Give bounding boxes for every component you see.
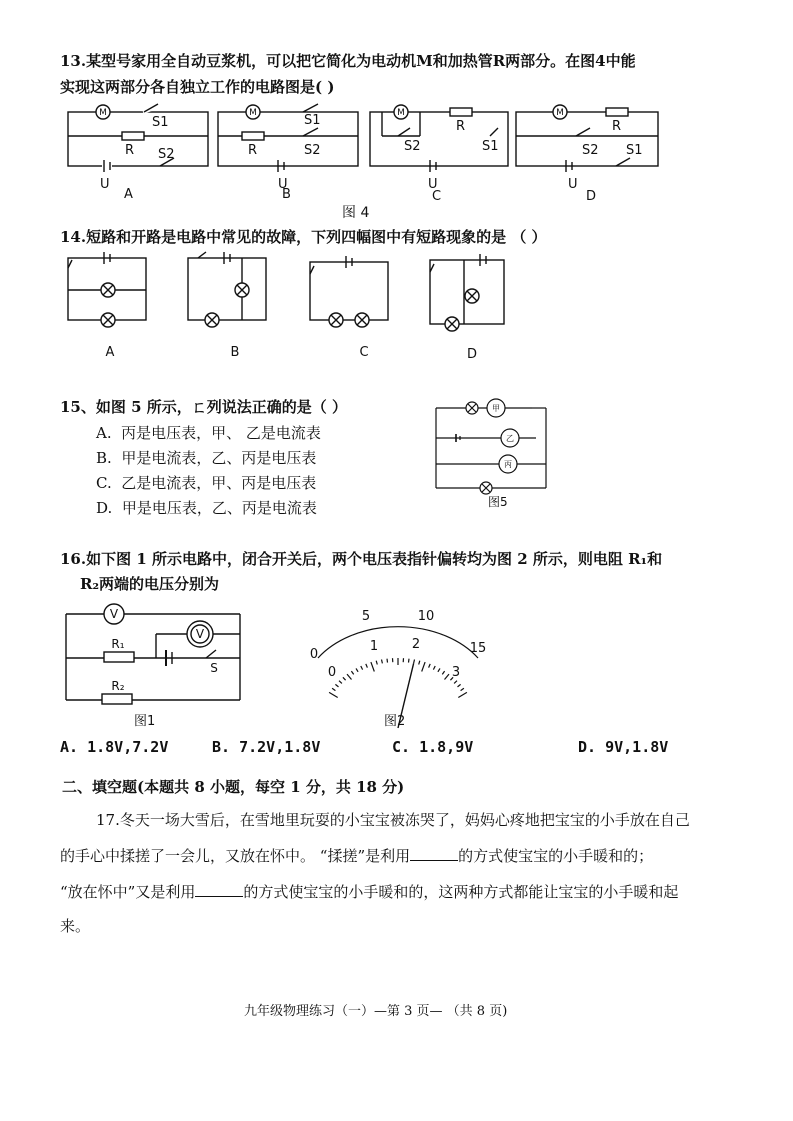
fig5-caption: 图5	[488, 495, 508, 509]
q16-option-b: B. 7.2V,1.8V	[212, 738, 321, 756]
dial-inner-3: 3	[451, 665, 461, 680]
q17-line4: 来。	[60, 917, 91, 935]
q16-line1: 16.如下图 1 所示电路中，闭合开关后，两个电压表指针偏转均为图 2 所示，则电阻 R₁和	[60, 550, 663, 568]
dial-tick	[356, 668, 358, 671]
q14-label-c: C	[359, 345, 369, 360]
dial-inner-0: 0	[327, 665, 337, 680]
circuit-b	[218, 104, 358, 172]
dial-tick	[351, 671, 353, 674]
fig1-r2-label: R₂	[111, 679, 125, 693]
q17-line2: 的手心中揉搓了一会儿，又放在怀中。 “揉搓”是利用 的方式使宝宝的小手暖和的；	[60, 847, 654, 865]
dial-tick	[422, 662, 425, 671]
dial-tick	[371, 662, 374, 671]
dial-tick	[438, 668, 440, 671]
dial-tick	[329, 692, 338, 697]
d-label: D	[586, 189, 597, 204]
dial-tick	[458, 692, 467, 697]
q13-line1: 13.某型号家用全自动豆浆机，可以把它简化为电动机M和加热管R两部分。在图4中能	[60, 52, 636, 70]
q15-stem: 15、如图 5 所示，ㄈ列说法正确的是（ ）	[60, 398, 347, 416]
c-label: C	[432, 189, 442, 204]
q15-option-c: C. 乙是电流表，甲、丙是电压表	[96, 474, 317, 492]
q14-label-a: A	[105, 345, 115, 360]
fig1-v2-label: V	[195, 627, 205, 641]
fig1-caption: 图1	[134, 714, 156, 729]
d-switch-a-label: S2	[582, 143, 599, 158]
dial-outer-10: 10	[417, 609, 435, 624]
fig1-r1-label: R₁	[111, 637, 125, 651]
fig4-caption: 图 4	[342, 205, 370, 221]
fig5-meter-bing: 丙	[504, 460, 512, 469]
q14-label-b: B	[230, 345, 240, 360]
q16-option-a: A. 1.8V,7.2V	[60, 738, 169, 756]
c-switch-a-label: S2	[404, 139, 421, 154]
q16-fig2-dial	[306, 600, 496, 730]
fig5-meter-yi: 乙	[506, 434, 514, 443]
q17-line1: 17.冬天一场大雪后，在雪地里玩耍的小宝宝被冻哭了，妈妈心疼地把宝宝的小手放在自己	[96, 811, 690, 829]
fig1-s-label: S	[210, 661, 218, 675]
b-switch1-label: S1	[304, 113, 321, 128]
circuit-d	[516, 105, 658, 172]
dial-tick	[361, 666, 363, 670]
q15-option-b: B. 甲是电流表，乙、丙是电压表	[96, 449, 317, 467]
q17-blank-1[interactable]	[410, 846, 458, 861]
q17-line3: “放在怀中”又是利用 的方式使宝宝的小手暖和的，这两种方式都能让宝宝的小手暖和起	[60, 883, 679, 901]
b-resistor-label: R	[248, 143, 258, 158]
c-motor-label: M	[397, 108, 405, 118]
dial-tick	[343, 677, 346, 680]
dial-tick	[387, 659, 388, 663]
dial-tick	[454, 681, 457, 684]
dial-tick	[376, 661, 377, 665]
d-motor-label: M	[556, 108, 564, 118]
b-label: B	[282, 187, 291, 202]
c-switch-b-label: S1	[482, 139, 499, 154]
dial-tick	[442, 671, 444, 674]
d-resistor-label: R	[612, 119, 622, 134]
b-motor-label: M	[249, 108, 257, 118]
q13-line2: 实现这两部分各自独立工作的电路图是( )	[60, 78, 335, 96]
dial-outer-5: 5	[361, 609, 371, 624]
dial-inner-1: 1	[369, 639, 379, 654]
q14-label-d: D	[466, 347, 478, 362]
circuit-a	[68, 104, 208, 172]
q15-option-d: D. 甲是电压表，乙、丙是电流表	[96, 499, 317, 517]
fig1-v1-label: V	[109, 607, 119, 621]
dial-tick	[458, 684, 461, 687]
page-footer: 九年级物理练习（一）—第 3 页— （共 8 页)	[244, 1004, 508, 1019]
a-switch2-label: S2	[158, 147, 175, 162]
dial-tick	[445, 674, 450, 679]
fig5	[436, 396, 556, 516]
a-motor-label: M	[99, 108, 107, 118]
dial-outer-15: 15	[469, 641, 487, 656]
a-source-label: U	[100, 177, 110, 192]
q17-blank-2[interactable]	[195, 882, 243, 897]
section2-title: 二、填空题(本题共 8 小题，每空 1 分，共 18 分)	[62, 778, 405, 796]
fig2-caption: 图2	[384, 714, 406, 729]
dial-outer-0: 0	[309, 647, 319, 662]
q16-fig1	[66, 600, 256, 730]
d-source-label: U	[568, 177, 578, 192]
q14-text: 14.短路和开路是电路中常见的故障，下列四幅图中有短路现象的是 （ ）	[60, 228, 547, 246]
c-resistor-label: R	[456, 119, 466, 134]
dial-tick	[409, 659, 410, 663]
b-source-label: U	[278, 177, 288, 192]
dial-tick	[461, 688, 464, 690]
a-label: A	[124, 187, 133, 202]
fig5-meter-jia: 甲	[492, 404, 500, 413]
q15-option-a: A. 丙是电压表，甲、 乙是电流表	[96, 424, 321, 442]
dial-tick	[429, 664, 431, 668]
q14-figure	[60, 250, 520, 360]
dial-tick	[332, 688, 335, 690]
dial-tick	[419, 661, 420, 665]
dial-tick	[347, 674, 352, 679]
c-source-label: U	[428, 177, 438, 192]
dial-tick	[382, 660, 383, 664]
a-switch1-label: S1	[152, 115, 169, 130]
q13-figure	[60, 100, 660, 210]
dial-inner-2: 2	[411, 637, 421, 652]
q16-line2: R₂两端的电压分别为	[80, 575, 220, 593]
dial-tick	[366, 664, 368, 668]
b-switch2-label: S2	[304, 143, 321, 158]
dial-tick	[335, 684, 338, 687]
d-switch-b-label: S1	[626, 143, 643, 158]
a-resistor-label: R	[125, 143, 135, 158]
dial-tick	[433, 666, 435, 670]
q16-option-d: D. 9V,1.8V	[578, 738, 669, 756]
dial-tick	[339, 681, 342, 684]
dial-tick	[414, 660, 415, 664]
q16-option-c: C. 1.8,9V	[392, 738, 474, 756]
